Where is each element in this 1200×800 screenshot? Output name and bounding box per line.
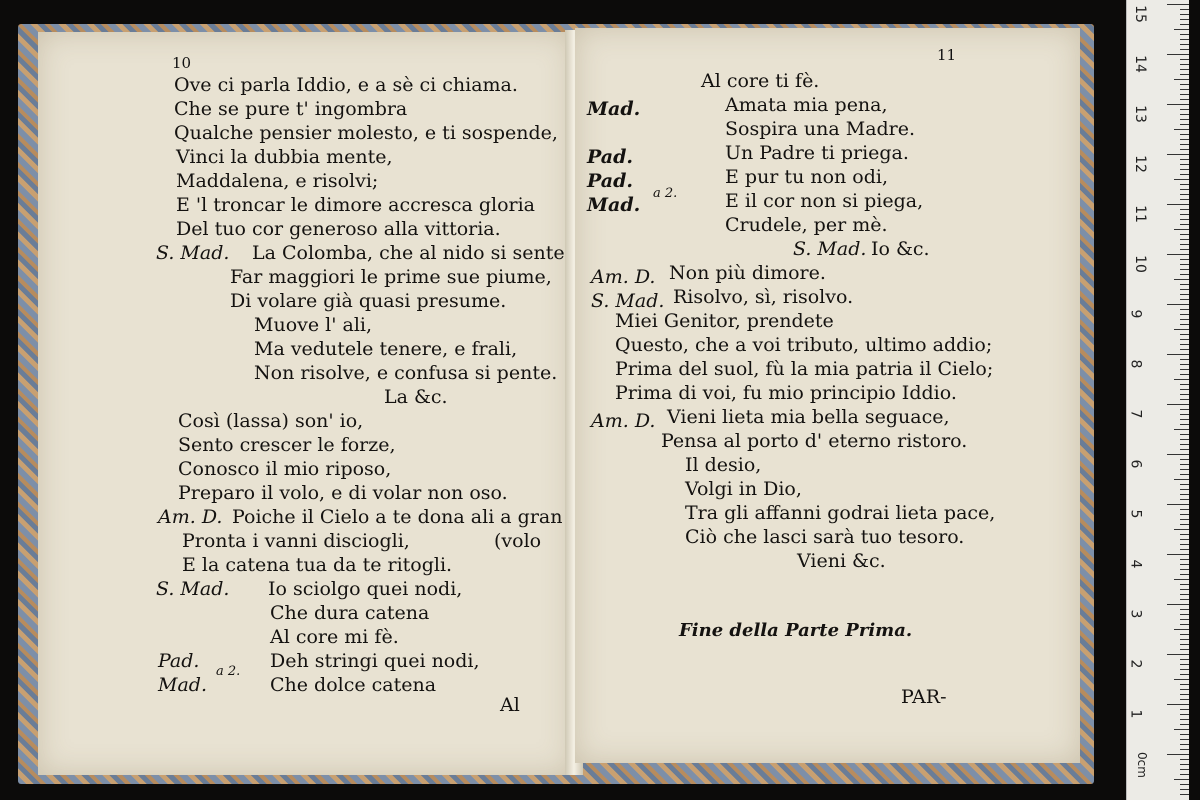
text-line: Far maggiori le prime sue piume, (230, 266, 552, 288)
ruler-tick (1180, 509, 1189, 510)
ruler-tick (1180, 224, 1189, 225)
text-line: Che dura catena (270, 602, 430, 624)
ruler-tick (1180, 334, 1189, 335)
ruler-tick (1167, 204, 1189, 205)
ruler-tick (1180, 719, 1189, 720)
ruler-tick (1180, 99, 1189, 100)
ruler-tick (1180, 44, 1189, 45)
ruler-tick (1180, 709, 1189, 710)
ruler-tick (1180, 259, 1189, 260)
ruler-tick (1180, 624, 1189, 625)
right-page (575, 28, 1080, 763)
ruler-tick (1180, 169, 1189, 170)
ruler-tick (1174, 229, 1189, 230)
speaker-label: Pad. (158, 650, 200, 672)
a-due-mark: a 2. (653, 186, 678, 201)
ruler-tick (1180, 489, 1189, 490)
ruler-tick (1180, 514, 1189, 515)
ruler-tick (1174, 729, 1189, 730)
ruler-tick (1167, 554, 1189, 555)
text-line: Poiche il Cielo a te dona ali a gran (232, 506, 563, 528)
ruler-tick (1180, 464, 1189, 465)
speaker-label: Pad. (587, 170, 633, 192)
text-line: Miei Genitor, prendete (615, 310, 834, 332)
ruler-tick (1180, 344, 1189, 345)
ruler-tick (1174, 329, 1189, 330)
text-line: Pensa al porto d' eterno ristoro. (661, 430, 968, 452)
ruler-tick (1180, 414, 1189, 415)
ruler-tick (1180, 324, 1189, 325)
ruler-tick (1180, 644, 1189, 645)
catchword: PAR- (901, 686, 947, 708)
ruler-tick (1180, 474, 1189, 475)
ruler-tick (1174, 279, 1189, 280)
text-line: Prima del suol, fù la mia patria il Cielo; (615, 358, 994, 380)
ruler-label: 2 (1127, 659, 1144, 669)
ruler-tick (1180, 534, 1189, 535)
ruler-tick (1180, 714, 1189, 715)
left-page (38, 32, 573, 775)
ruler-tick (1180, 484, 1189, 485)
ruler-tick (1180, 569, 1189, 570)
ruler-tick (1180, 739, 1189, 740)
ruler-tick (1180, 144, 1189, 145)
text-line: Maddalena, e risolvi; (176, 170, 379, 192)
ruler-tick (1180, 9, 1189, 10)
ruler-tick (1180, 209, 1189, 210)
ruler-tick (1167, 4, 1189, 5)
text-line: Non più dimore. (669, 262, 826, 284)
ruler-unit: 0cm (1134, 752, 1149, 778)
text-line: Ma vedutele tenere, e frali, (254, 338, 518, 360)
speaker-label: S. Mad. (793, 238, 867, 260)
ruler-tick (1180, 759, 1189, 760)
ruler-tick (1180, 449, 1189, 450)
ruler-tick (1180, 774, 1189, 775)
ruler-tick (1180, 294, 1189, 295)
ruler-label: 5 (1127, 509, 1144, 519)
ruler-tick (1174, 79, 1189, 80)
ruler-tick (1180, 639, 1189, 640)
ruler-label: 11 (1131, 205, 1148, 223)
ruler-tick (1180, 669, 1189, 670)
ruler-tick (1167, 354, 1189, 355)
ruler-tick (1180, 519, 1189, 520)
text-line: Al core ti fè. (701, 70, 820, 92)
ruler-tick (1180, 194, 1189, 195)
text-line: Risolvo, sì, risolvo. (673, 286, 854, 308)
ruler-tick (1167, 254, 1189, 255)
ruler-tick (1180, 14, 1189, 15)
ruler-tick (1180, 309, 1189, 310)
text-line: Che se pure t' ingombra (174, 98, 408, 120)
speaker-label: Am. D. (591, 410, 656, 432)
text-line: Muove l' ali, (254, 314, 373, 336)
ruler-tick (1180, 384, 1189, 385)
end-note: Fine della Parte Prima. (679, 620, 913, 641)
ruler-tick (1180, 349, 1189, 350)
ruler-tick (1180, 494, 1189, 495)
ruler-tick (1180, 264, 1189, 265)
ruler-tick (1180, 564, 1189, 565)
text-line: Non risolve, e confusa si pente. (254, 362, 558, 384)
a-due-mark: a 2. (216, 664, 241, 679)
ruler-tick (1180, 149, 1189, 150)
ruler-tick (1180, 634, 1189, 635)
ruler-tick (1180, 19, 1189, 20)
ruler-tick (1180, 289, 1189, 290)
ruler-tick (1180, 559, 1189, 560)
ruler-tick (1180, 199, 1189, 200)
text-line: Vieni &c. (797, 550, 886, 572)
ruler-tick (1174, 779, 1189, 780)
text-line: Il desio, (685, 454, 762, 476)
ruler-label: 4 (1127, 559, 1144, 569)
ruler-tick (1180, 649, 1189, 650)
page-number: 11 (937, 46, 957, 64)
ruler-tick (1180, 444, 1189, 445)
ruler-tick (1180, 619, 1189, 620)
ruler-label: 7 (1127, 409, 1144, 419)
ruler-tick (1180, 784, 1189, 785)
ruler-tick (1167, 704, 1189, 705)
ruler-tick (1174, 429, 1189, 430)
text-line: Sospira una Madre. (725, 118, 916, 140)
text-line: Vinci la dubbia mente, (176, 146, 393, 168)
ruler-tick (1180, 724, 1189, 725)
speaker-label: Mad. (587, 98, 641, 120)
ruler-tick (1180, 49, 1189, 50)
ruler-tick (1180, 114, 1189, 115)
text-line: Amata mia pena, (725, 94, 888, 116)
text-line: Del tuo cor generoso alla vittoria. (176, 218, 501, 240)
ruler-tick (1180, 159, 1189, 160)
ruler-tick (1174, 179, 1189, 180)
ruler-tick (1180, 684, 1189, 685)
ruler-tick (1180, 249, 1189, 250)
ruler-tick (1167, 504, 1189, 505)
ruler-tick (1180, 59, 1189, 60)
measuring-ruler (1126, 0, 1189, 800)
ruler-label: 14 (1131, 55, 1148, 73)
text-line: Pronta i vanni disciogli, (182, 530, 410, 552)
ruler-tick (1180, 694, 1189, 695)
ruler-tick (1180, 789, 1189, 790)
speaker-label: S. Mad. (156, 242, 230, 264)
ruler-tick (1174, 529, 1189, 530)
ruler-tick (1174, 129, 1189, 130)
ruler-tick (1174, 579, 1189, 580)
text-line: E 'l troncar le dimore accresca gloria (176, 194, 536, 216)
ruler-tick (1180, 794, 1189, 795)
speaker-label: Am. D. (158, 506, 223, 528)
ruler-tick (1180, 584, 1189, 585)
text-line: Al core mi fè. (270, 626, 399, 648)
ruler-tick (1180, 119, 1189, 120)
ruler-tick (1180, 109, 1189, 110)
ruler-tick (1180, 374, 1189, 375)
ruler-label: 3 (1127, 609, 1144, 619)
ruler-tick (1180, 459, 1189, 460)
text-line: Prima di voi, fu mio principio Iddio. (615, 382, 957, 404)
text-line: Io &c. (871, 238, 930, 260)
ruler-tick (1174, 479, 1189, 480)
ruler-tick (1180, 589, 1189, 590)
catchword: Al (500, 694, 520, 716)
ruler-tick (1167, 304, 1189, 305)
ruler-tick (1180, 749, 1189, 750)
text-line: Un Padre ti priega. (725, 142, 909, 164)
speaker-label: Am. D. (591, 266, 656, 288)
ruler-tick (1180, 499, 1189, 500)
ruler-tick (1180, 39, 1189, 40)
ruler-tick (1180, 134, 1189, 135)
ruler-tick (1180, 234, 1189, 235)
ruler-tick (1180, 269, 1189, 270)
ruler-tick (1174, 379, 1189, 380)
ruler-tick (1180, 674, 1189, 675)
ruler-tick (1180, 744, 1189, 745)
ruler-tick (1180, 544, 1189, 545)
text-line: E il cor non si piega, (725, 190, 924, 212)
ruler-tick (1180, 339, 1189, 340)
ruler-tick (1180, 734, 1189, 735)
ruler-tick (1180, 299, 1189, 300)
ruler-tick (1180, 424, 1189, 425)
ruler-tick (1180, 314, 1189, 315)
ruler-tick (1180, 319, 1189, 320)
ruler-tick (1180, 614, 1189, 615)
ruler-tick (1180, 419, 1189, 420)
overflow-word: (volo (494, 530, 542, 552)
text-line: Preparo il volo, e di volar non oso. (178, 482, 508, 504)
ruler-tick (1180, 184, 1189, 185)
ruler-tick (1180, 189, 1189, 190)
text-line: Di volare già quasi presume. (230, 290, 507, 312)
ruler-tick (1180, 84, 1189, 85)
ruler-label: 1 (1127, 709, 1144, 719)
text-line: E la catena tua da te ritogli. (182, 554, 453, 576)
ruler-tick (1180, 389, 1189, 390)
ruler-tick (1180, 689, 1189, 690)
page-number: 10 (172, 54, 192, 72)
ruler-tick (1167, 104, 1189, 105)
ruler-tick (1180, 244, 1189, 245)
text-line: Ciò che lasci sarà tuo tesoro. (685, 526, 965, 548)
ruler-tick (1180, 594, 1189, 595)
ruler-tick (1180, 664, 1189, 665)
ruler-tick (1180, 284, 1189, 285)
ruler-tick (1180, 439, 1189, 440)
ruler-label: 12 (1131, 155, 1148, 173)
text-line: Conosco il mio riposo, (178, 458, 392, 480)
speaker-label: Pad. (587, 146, 633, 168)
ruler-tick (1180, 64, 1189, 65)
ruler-label: 10 (1131, 255, 1148, 273)
text-line: Sento crescer le forze, (178, 434, 396, 456)
text-line: Così (lassa) son' io, (178, 410, 364, 432)
ruler-tick (1180, 24, 1189, 25)
speaker-label: Mad. (158, 674, 207, 696)
ruler-label: 15 (1131, 5, 1148, 23)
text-line: Deh stringi quei nodi, (270, 650, 480, 672)
ruler-tick (1167, 454, 1189, 455)
text-line: Crudele, per mè. (725, 214, 888, 236)
text-line: Questo, che a voi tributo, ultimo addio; (615, 334, 993, 356)
ruler-tick (1180, 74, 1189, 75)
ruler-tick (1180, 539, 1189, 540)
ruler-tick (1180, 599, 1189, 600)
ruler-label: 6 (1127, 459, 1144, 469)
ruler-tick (1180, 409, 1189, 410)
text-line: Ove ci parla Iddio, e a sè ci chiama. (174, 74, 518, 96)
ruler-tick (1180, 609, 1189, 610)
ruler-tick (1180, 89, 1189, 90)
ruler-tick (1180, 764, 1189, 765)
ruler-tick (1180, 214, 1189, 215)
ruler-label: 13 (1131, 105, 1148, 123)
speaker-label: Mad. (587, 194, 641, 216)
ruler-tick (1180, 469, 1189, 470)
ruler-tick (1180, 94, 1189, 95)
text-line: Qualche pensier molesto, e ti sospende, (174, 122, 558, 144)
text-line: Che dolce catena (270, 674, 437, 696)
ruler-tick (1180, 359, 1189, 360)
ruler-tick (1174, 29, 1189, 30)
ruler-tick (1180, 219, 1189, 220)
ruler-tick (1180, 364, 1189, 365)
ruler-tick (1180, 139, 1189, 140)
text-line: Tra gli affanni godrai lieta pace, (685, 502, 996, 524)
text-line: Vieni lieta mia bella seguace, (667, 406, 950, 428)
text-line: Io sciolgo quei nodi, (268, 578, 463, 600)
ruler-tick (1174, 679, 1189, 680)
ruler-tick (1180, 574, 1189, 575)
ruler-label: 8 (1127, 359, 1144, 369)
text-line: La Colomba, che al nido si sente (252, 242, 565, 264)
ruler-tick (1180, 34, 1189, 35)
ruler-tick (1180, 369, 1189, 370)
text-line: E pur tu non odi, (725, 166, 889, 188)
ruler-tick (1180, 769, 1189, 770)
ruler-tick (1180, 659, 1189, 660)
ruler-tick (1167, 404, 1189, 405)
ruler-tick (1174, 629, 1189, 630)
ruler-tick (1180, 549, 1189, 550)
text-line: Volgi in Dio, (685, 478, 802, 500)
ruler-tick (1180, 394, 1189, 395)
ruler-tick (1180, 69, 1189, 70)
ruler-tick (1180, 124, 1189, 125)
ruler-tick (1167, 54, 1189, 55)
ruler-tick (1167, 754, 1189, 755)
ruler-tick (1180, 239, 1189, 240)
ruler-tick (1180, 699, 1189, 700)
ruler-tick (1180, 274, 1189, 275)
ruler-tick (1180, 399, 1189, 400)
ruler-tick (1167, 154, 1189, 155)
speaker-label: S. Mad. (156, 578, 230, 600)
ruler-tick (1180, 524, 1189, 525)
ruler-label: 9 (1127, 309, 1144, 319)
ruler-tick (1167, 604, 1189, 605)
ruler-tick (1167, 654, 1189, 655)
ruler-tick (1180, 434, 1189, 435)
ruler-tick (1180, 174, 1189, 175)
text-line: La &c. (384, 386, 448, 408)
ruler-tick (1180, 164, 1189, 165)
speaker-label: S. Mad. (591, 290, 665, 312)
